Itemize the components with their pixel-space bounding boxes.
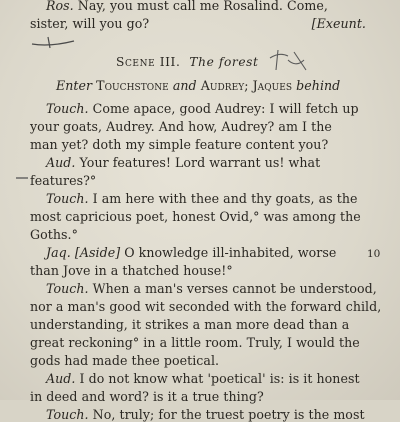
- speech-line: [30, 299, 381, 314]
- speech-line: [46, 0, 328, 13]
- behind-word: behind: [296, 78, 341, 93]
- character-jaques: Jaques: [252, 78, 293, 93]
- speaker-ros: Ros.: [46, 0, 74, 13]
- speech-line: [30, 317, 349, 332]
- speech-line: [46, 101, 359, 116]
- pencil-annotation-mark: [266, 48, 312, 76]
- line-text: Goths.°: [30, 227, 78, 242]
- line-text: sister, will you go?: [30, 16, 150, 31]
- speech-line: [46, 371, 360, 386]
- speaker-touch: Touch.: [46, 191, 89, 206]
- line-text: your goats, Audrey. And how, Audrey? am I the: [30, 119, 332, 134]
- stage-direction-exeunt: [Exeunt.: [311, 16, 366, 31]
- speaker-aud: Aud.: [46, 371, 76, 386]
- speaker-touch: Touch.: [46, 101, 89, 116]
- character-audrey: Audrey: [200, 78, 245, 93]
- speech-line: [46, 191, 358, 206]
- line-text: understanding, it strikes a man more dead than a: [30, 317, 350, 332]
- speech-line: [30, 227, 78, 242]
- semicolon: ;: [244, 78, 249, 93]
- pencil-scribble-mark: [30, 34, 90, 52]
- line-text: most capricious poet, honest Ovid,° was among the: [30, 209, 361, 224]
- line-text: I am here with thee and thy goats, as the: [88, 191, 358, 206]
- speech-line: [46, 245, 336, 260]
- line-text: in deed and word? is it a true thing?: [30, 389, 264, 404]
- line-text: I do not know what 'poetical' is: is it honest: [75, 371, 360, 386]
- and-word: and: [172, 78, 197, 93]
- speech-line: [30, 263, 233, 278]
- speech-line: [30, 119, 332, 134]
- line-text: Come apace, good Audrey: I will fetch up: [88, 101, 359, 116]
- speech-line: [46, 155, 320, 170]
- line-text: features?°: [30, 173, 97, 188]
- speech-line: [30, 137, 328, 152]
- line-text: gods had made thee poetical.: [30, 353, 220, 368]
- speech-line: [46, 407, 365, 422]
- speech-line: [30, 16, 366, 31]
- speaker-touch: Touch.: [46, 281, 89, 296]
- speech-line: [46, 281, 377, 296]
- character-touchstone: Touchstone: [96, 78, 169, 93]
- line-text: Nay, you must call me Rosalind. Come,: [73, 0, 328, 13]
- scene-number: Scene III.: [116, 55, 181, 69]
- speech-line: [30, 353, 219, 368]
- speech-line: [30, 335, 360, 350]
- line-number: 10: [367, 248, 381, 260]
- entrance-direction: [56, 78, 340, 93]
- scene-heading: [116, 55, 259, 70]
- line-text: man yet? doth my simple feature content you?: [30, 137, 329, 152]
- stage-direction-aside: [Aside]: [74, 245, 121, 260]
- line-text: than Jove in a thatched house!°: [30, 263, 233, 278]
- speaker-touch: Touch.: [46, 407, 89, 422]
- line-text: Your features! Lord warrant us! what: [75, 155, 321, 170]
- speaker-jaq: Jaq.: [46, 245, 71, 260]
- line-text: No, truly; for the truest poetry is the most: [88, 407, 365, 422]
- speech-line: [30, 209, 361, 224]
- speech-line: [30, 389, 264, 404]
- line-text: O knowledge ill-inhabited, worse: [120, 245, 337, 260]
- enter-word: Enter: [56, 78, 93, 93]
- line-text: When a man's verses cannot be understood,: [88, 281, 377, 296]
- scene-location: The forest: [189, 55, 259, 69]
- line-text: great reckoning° in a little room. Truly, I would the: [30, 335, 360, 350]
- speech-line: [30, 173, 96, 188]
- speaker-aud: Aud.: [46, 155, 76, 170]
- line-text: nor a man's good wit seconded with the forward child,: [30, 299, 382, 314]
